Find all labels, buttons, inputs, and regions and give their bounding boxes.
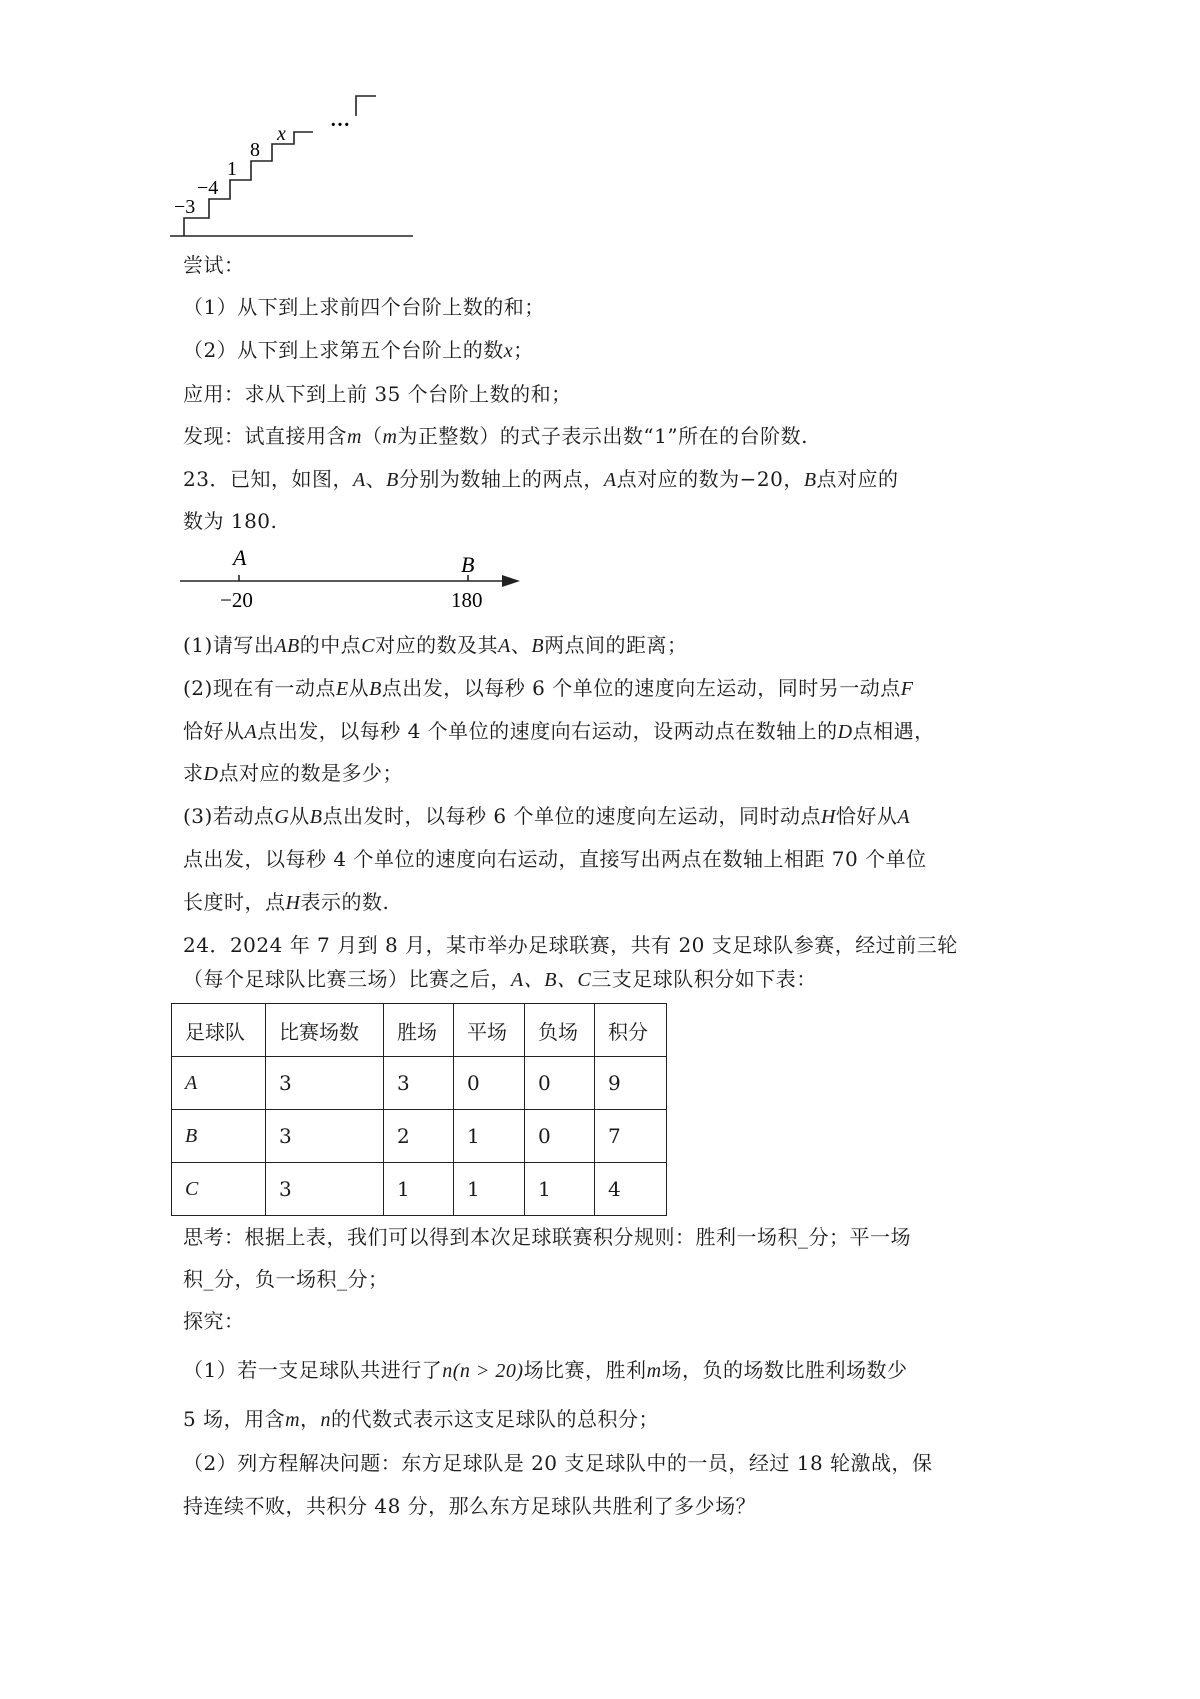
q23-part-1: (1)请写出AB的中点C对应的数及其A、B两点间的距离； bbox=[183, 633, 688, 657]
score-table bbox=[171, 1003, 667, 1216]
q24-intro-1: 24．2024 年 7 月到 8 月，某市举办足球联赛，共有 20 支足球队参赛，经过前三轮 bbox=[183, 933, 958, 957]
table-header-cell: 平场 bbox=[454, 1004, 525, 1057]
point-b-label: B bbox=[461, 552, 475, 577]
table-header-cell: 负场 bbox=[525, 1004, 595, 1057]
table-cell: 1 bbox=[384, 1163, 454, 1216]
q24-explore-1-line-1: （1）若一支足球队共进行了n(n > 20)场比赛，胜利m场，负的场数比胜利场数少 bbox=[183, 1358, 908, 1382]
step-label-2: −4 bbox=[197, 177, 219, 199]
table-cell: C bbox=[172, 1163, 266, 1216]
table-cell: B bbox=[172, 1110, 266, 1163]
table-cell: 9 bbox=[595, 1057, 667, 1110]
q24-explore-heading: 探究： bbox=[183, 1309, 245, 1333]
table-cell: 3 bbox=[266, 1110, 384, 1163]
q24-think-2: 积_分，负一场积_分； bbox=[183, 1267, 389, 1291]
q24-explore-1-line-2: 5 场，用含m，n的代数式表示这支足球队的总积分； bbox=[183, 1407, 660, 1431]
q24-think-1: 思考：根据上表，我们可以得到本次足球联赛积分规则：胜利一场积_分；平一场 bbox=[183, 1225, 911, 1249]
table-row bbox=[172, 1057, 667, 1110]
table-header-cell: 足球队 bbox=[172, 1004, 266, 1057]
table-cell: 3 bbox=[266, 1057, 384, 1110]
q23-part-3-line-2: 点出发，以每秒 4 个单位的速度向右运动，直接写出两点在数轴上相距 70 个单位 bbox=[183, 847, 927, 871]
table-cell: 4 bbox=[595, 1163, 667, 1216]
q23-intro-1: 23．已知，如图，A、B分别为数轴上的两点，A点对应的数为−20，B点对应的 bbox=[183, 467, 899, 491]
table-header-cell: 比赛场数 bbox=[266, 1004, 384, 1057]
table-cell: 0 bbox=[525, 1110, 595, 1163]
number-line-arrow-icon bbox=[502, 575, 520, 587]
table-cell: 3 bbox=[384, 1057, 454, 1110]
step-label-ellipsis: … bbox=[330, 109, 350, 131]
q24-explore-2-line-2: 持连续不败，共积分 48 分，那么东方足球队共胜利了多少场？ bbox=[183, 1494, 757, 1518]
tick-label-b: 180 bbox=[451, 588, 483, 612]
table-cell: 1 bbox=[454, 1110, 525, 1163]
step-label-1: −3 bbox=[174, 196, 196, 218]
q23-part-2-line-3: 求D点对应的数是多少； bbox=[183, 761, 403, 785]
q22-apply: 应用：求从下到上前 35 个台阶上数的和； bbox=[183, 382, 572, 406]
table-cell: 1 bbox=[525, 1163, 595, 1216]
q23-part-2-line-1: (2)现在有一动点E从B点出发，以每秒 6 个单位的速度向左运动，同时另一动点F bbox=[183, 676, 914, 700]
q23-part-3-line-3: 长度时，点H表示的数. bbox=[183, 890, 390, 914]
q24-intro-2: （每个足球队比赛三场）比赛之后，A、B、C三支足球队积分如下表： bbox=[183, 967, 817, 991]
q23-part-2-line-2: 恰好从A点出发，以每秒 4 个单位的速度向右运动，设两动点在数轴上的D点相遇， bbox=[183, 719, 935, 743]
q23-intro-2: 数为 180. bbox=[183, 509, 278, 533]
table-row bbox=[172, 1163, 667, 1216]
q23-part-3-line-1: (3)若动点G从B点出发时，以每秒 6 个单位的速度向左运动，同时动点H恰好从A bbox=[183, 804, 911, 828]
table-cell: 0 bbox=[525, 1057, 595, 1110]
table-cell: 1 bbox=[454, 1163, 525, 1216]
tick-label-a: −20 bbox=[220, 588, 253, 612]
step-label-4: 8 bbox=[250, 139, 260, 161]
table-cell: 0 bbox=[454, 1057, 525, 1110]
step-label-3: 1 bbox=[227, 158, 237, 180]
q22-try-1: （1）从下到上求前四个台阶上数的和； bbox=[183, 295, 545, 319]
step-label-5: x bbox=[277, 123, 286, 145]
table-header-cell: 胜场 bbox=[384, 1004, 454, 1057]
table-cell: 7 bbox=[595, 1110, 667, 1163]
table-cell: 2 bbox=[384, 1110, 454, 1163]
number-line-figure bbox=[180, 545, 520, 615]
table-cell: A bbox=[172, 1057, 266, 1110]
table-header-row bbox=[172, 1004, 667, 1057]
q22-try-2: （2）从下到上求第五个台阶上的数x； bbox=[183, 338, 534, 362]
table-header-cell: 积分 bbox=[595, 1004, 667, 1057]
table-row bbox=[172, 1110, 667, 1163]
q22-find: 发现：试直接用含m（m为正整数）的式子表示出数“1”所在的台阶数. bbox=[183, 424, 808, 448]
q24-explore-2-line-1: （2）列方程解决问题：东方足球队是 20 支足球队中的一员，经过 18 轮激战，保 bbox=[183, 1451, 933, 1475]
staircase-figure bbox=[170, 92, 430, 242]
point-a-label: A bbox=[233, 545, 247, 570]
table-cell: 3 bbox=[266, 1163, 384, 1216]
q22-try-heading: 尝试： bbox=[183, 253, 245, 277]
